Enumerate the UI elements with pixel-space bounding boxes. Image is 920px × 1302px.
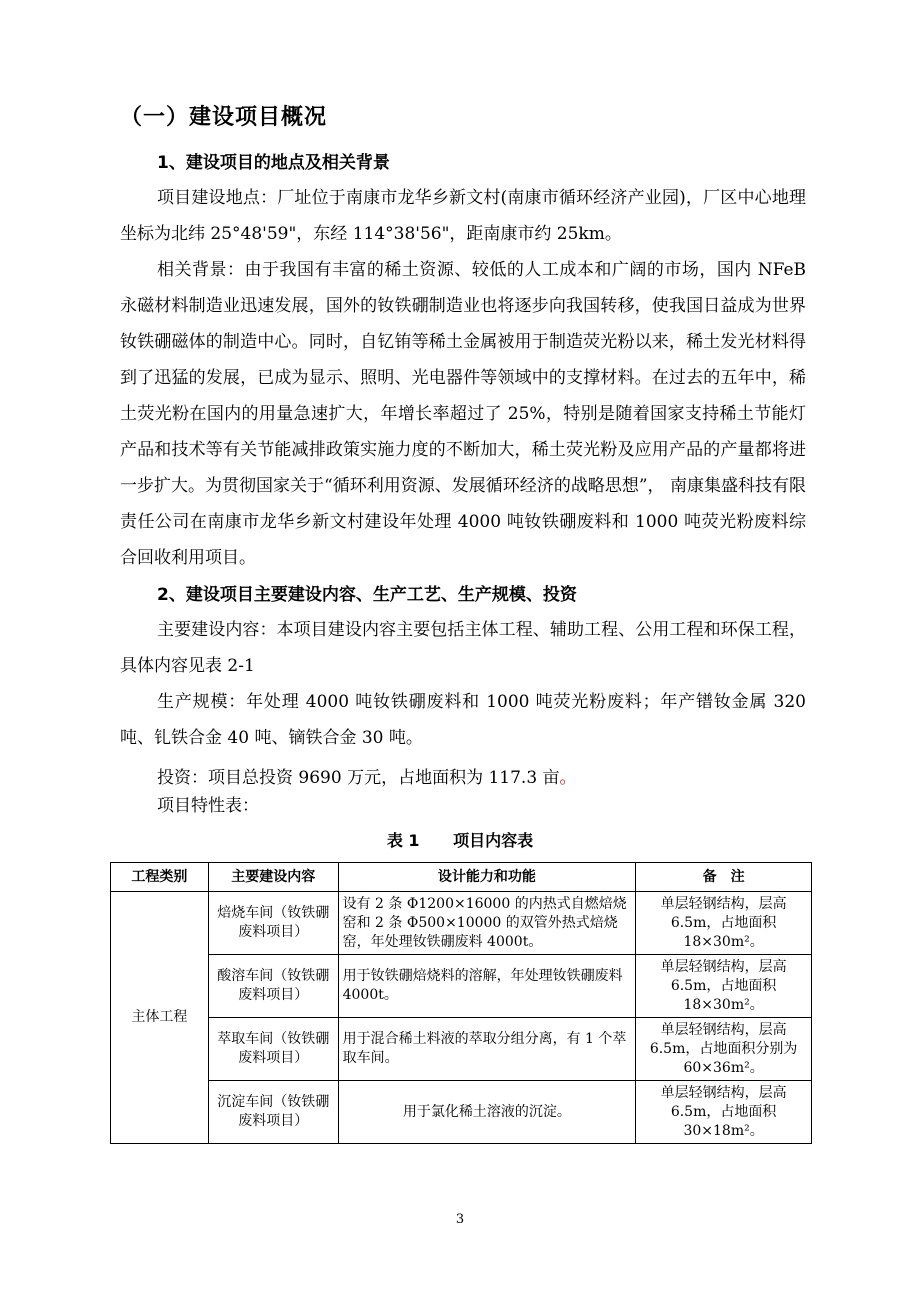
note-cell: 单层轻钢结构，层高 6.5m，占地面积分别为 60×36m²。 xyxy=(636,1018,812,1081)
investment-end-mark: 。 xyxy=(559,768,577,788)
content-cell: 酸溶车间（钕铁硼废料项目） xyxy=(208,955,338,1018)
paragraph-content: 主要建设内容：本项目建设内容主要包括主体工程、辅助工程、公用工程和环保工程，具体内容见表 2-1 xyxy=(120,620,806,676)
table-header-row xyxy=(111,863,812,892)
table-row xyxy=(111,955,812,1018)
content-cell: 焙烧车间（钕铁硼废料项目） xyxy=(208,892,338,955)
project-content-table xyxy=(110,862,812,1144)
table-row xyxy=(111,1081,812,1144)
function-cell: 用于混合稀土料液的萃取分组分离，有 1 个萃取车间。 xyxy=(338,1018,636,1081)
subsection-title-1: 1、建设项目的地点及相关背景 xyxy=(157,153,390,173)
note-cell: 单层轻钢结构，层高 6.5m，占地面积 18×30m²。 xyxy=(636,892,812,955)
note-cell: 单层轻钢结构，层高 6.5m，占地面积 18×30m²。 xyxy=(636,955,812,1018)
section-title: （一）建设项目概况 xyxy=(120,105,328,130)
function-cell: 用于钕铁硼焙烧料的溶解，年处理钕铁硼废料 4000t。 xyxy=(338,955,636,1018)
investment-text: 投资：项目总投资 9690 万元，占地面积为 117.3 亩 xyxy=(157,768,560,788)
category-cell: 主体工程 xyxy=(111,892,209,1144)
content-cell: 沉淀车间（钕铁硼废料项目） xyxy=(208,1081,338,1144)
table-caption-title: 项目内容表 xyxy=(453,831,534,850)
header-note: 备 注 xyxy=(636,863,812,892)
header-function: 设计能力和功能 xyxy=(338,863,636,892)
table-caption xyxy=(0,828,920,851)
paragraph-location: 项目建设地点：厂址位于南康市龙华乡新文村(南康市循环经济产业园)，厂区中心地理坐标为北纬 25°48'59"，东经 114°38'56"，距南康市约 25km。 xyxy=(120,188,806,244)
table-row xyxy=(111,1018,812,1081)
subsection-title-2: 2、建设项目主要建设内容、生产工艺、生产规模、投资 xyxy=(157,585,577,605)
table-caption-number: 表 1 xyxy=(386,831,420,850)
page-number: 3 xyxy=(455,1212,465,1227)
content-cell: 萃取车间（钕铁硼废料项目） xyxy=(208,1018,338,1081)
table-row xyxy=(111,892,812,955)
note-cell: 单层轻钢结构，层高 6.5m，占地面积 30×18m²。 xyxy=(636,1081,812,1144)
paragraph-background: 相关背景：由于我国有丰富的稀土资源、较低的人工成本和广阔的市场，国内 NFeB 永磁材料制造业迅速发展，国外的钕铁硼制造业也将逐步向我国转移，使我国日益成为世界钕铁硼磁体的制造中心。同时，自钇铕等稀土金属被用于制造荧光粉以来，稀土发光材料得到了迅猛的发展，已成为显示、照明、光电器件等领域中的支撑材料。在过去的五年中，稀土荧光粉在国内的用量急速扩大，年增长率超过了 25%，特别是随着国家支持稀土节能灯产品和技术等有关节能减排政策实施力度的不断加大，稀土荧光粉及应用产品的产量都将进一步扩大。为贯彻国家关于“循环利用资源、发展循环经济的战略思想”， 南康集盛科技有限责任公司在南康市龙华乡新文村建设年处理 4000 吨钕铁硼废料和 1000 吨荧光粉废料综合回收利用项目。 xyxy=(120,260,806,568)
header-category: 工程类别 xyxy=(111,863,209,892)
header-content: 主要建设内容 xyxy=(208,863,338,892)
paragraph-scale: 生产规模：年处理 4000 吨钕铁硼废料和 1000 吨荧光粉废料；年产镨钕金属 320 吨、钆铁合金 40 吨、镝铁合金 30 吨。 xyxy=(120,692,806,748)
function-cell: 设有 2 条 Φ1200×16000 的内热式自燃焙烧窑和 2 条 Φ500×10000 的双管外热式焙烧窑，年处理钕铁硼废料 4000t。 xyxy=(338,892,636,955)
paragraph-table-intro: 项目特性表： xyxy=(157,796,259,816)
function-cell: 用于氯化稀土溶液的沉淀。 xyxy=(338,1081,636,1144)
